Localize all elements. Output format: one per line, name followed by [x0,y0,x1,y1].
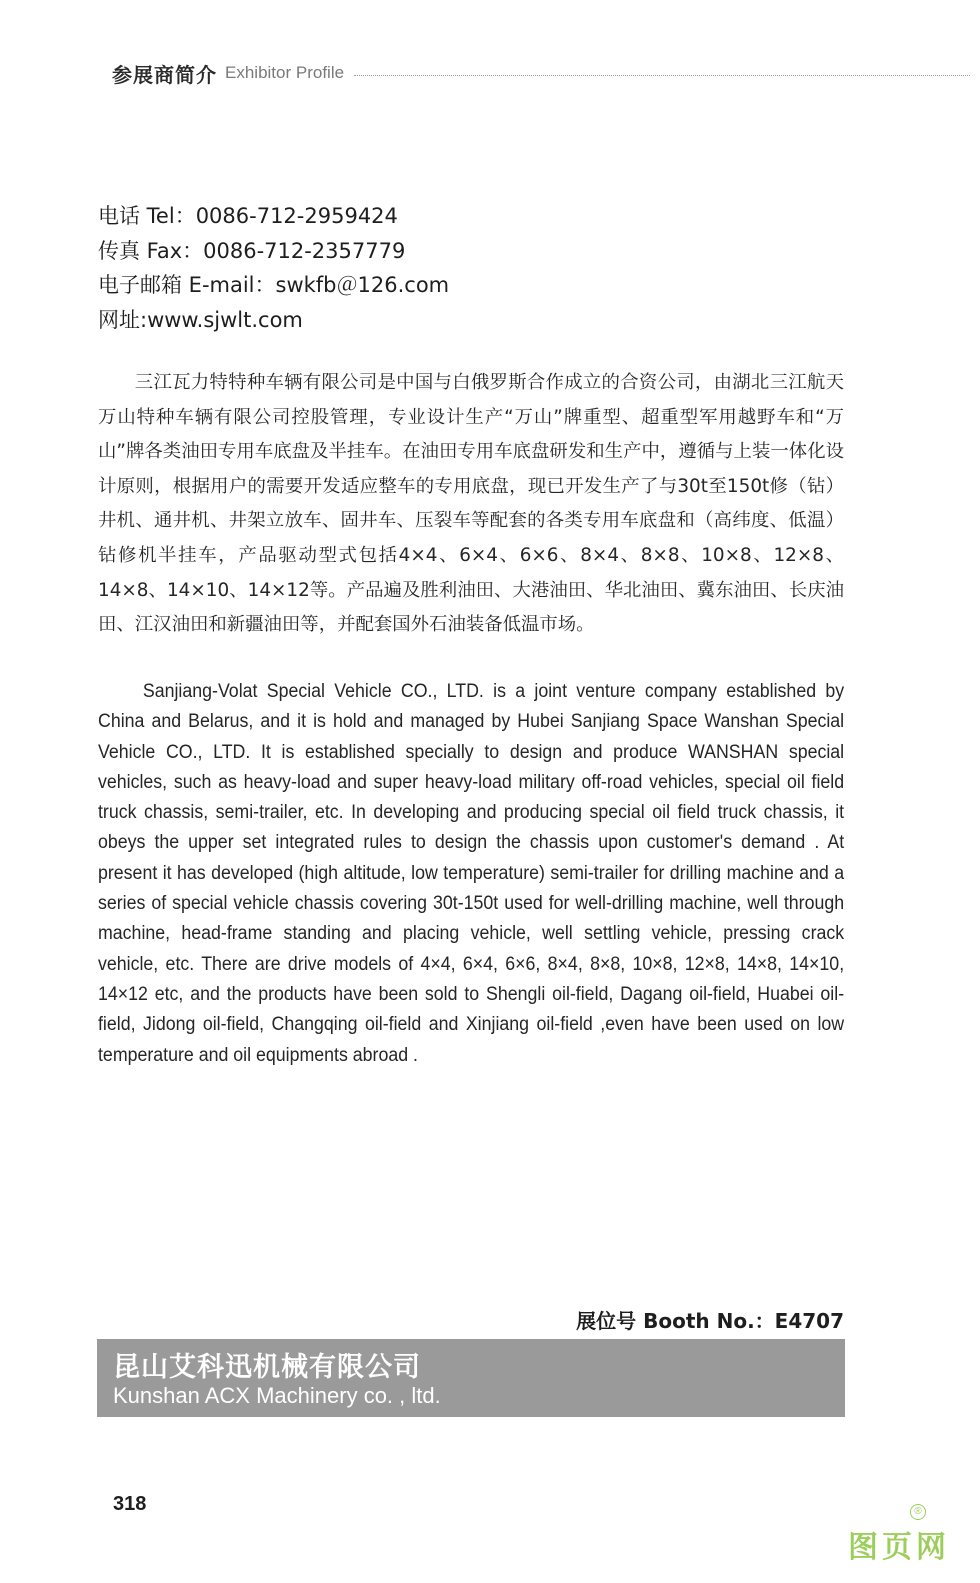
company-name-en: Kunshan ACX Machinery co. , ltd. [113,1383,441,1408]
header-divider [354,75,970,76]
booth-number: 展位号 Booth No.：E4707 [576,1309,844,1333]
watermark-text: 图页网 [848,1530,950,1565]
contact-email: 电子邮箱 E-mail：swkfb＠126.com [98,273,450,298]
registered-mark-icon: ® [910,1504,926,1520]
page-header [112,58,970,88]
section-title-en: Exhibitor Profile [225,63,345,82]
company-name-cn: 昆山艾科迅机械有限公司 [113,1352,421,1383]
page-number: 318 [113,1493,147,1515]
description-english: Sanjiang-Volat Special Vehicle CO., LTD. is a joint venture company established by China and Belarus, and it is hold and managed by Hubei Sanjiang Space Wanshan Special Vehicle CO., LTD. It is established specially to design and produce WANSHAN special vehicles, such as heavy-load and super heavy-load military off-road vehicles, special oil field truck chassis, semi-trailer, etc. In developing and producing special oil field truck chassis, it obeys the upper set integrated rules to design the chassis upon customer's demand . At present it has developed (high altitude, low temperature) semi-trailer for drilling machine and a series of special vehicle chassis covering 30t-150t used for well-drilling machine, well through machine, head-frame standing and placing vehicle, well settling vehicle, pressing crack vehicle, etc. There are drive models of 4×4, 6×4, 6×6, 8×4, 8×8, 10×8, 12×8, 14×8, 14×10, 14×12 etc, and the products have been sold to Shengli oil-field, Dagang oil-field, Huabei oil-field, Jidong oil-field, Changqing oil-field and Xinjiang oil-field ,even have been used on low temperature and oil equipments abroad . [98,681,845,1066]
section-title-cn: 参展商简介 [112,62,217,87]
watermark-logo [848,1506,968,1572]
contact-block [98,199,798,337]
description-chinese: 三江瓦力特特种车辆有限公司是中国与白俄罗斯合作成立的合资公司，由湖北三江航天万山特种车辆有限公司控股管理，专业设计生产“万山”牌重型、超重型军用越野车和“万山”牌各类油田专用车底盘及半挂车。在油田专用车底盘研发和生产中，遵循与上装一体化设计原则，根据用户的需要开发适应整车的专用底盘，现已开发生产了与30t至150t修（钻）井机、通井机、井架立放车、固井车、压裂车等配套的各类专用车底盘和（高纬度、低温）钻修机半挂车，产品驱动型式包括4×4、6×4、6×6、8×4、8×8、10×8、12×8、14×8、14×10、14×12等。产品遍及胜利油田、大港油田、华北油田、冀东油田、长庆油田、江汉油田和新疆油田等，并配套国外石油装备低温市场。 [98,372,844,636]
contact-fax: 传真 Fax：0086-712-2357779 [98,238,406,263]
contact-website: 网址:www.sjwlt.com [98,307,303,332]
contact-tel: 电话 Tel：0086-712-2959424 [98,204,398,228]
company-name-banner [97,1339,845,1417]
